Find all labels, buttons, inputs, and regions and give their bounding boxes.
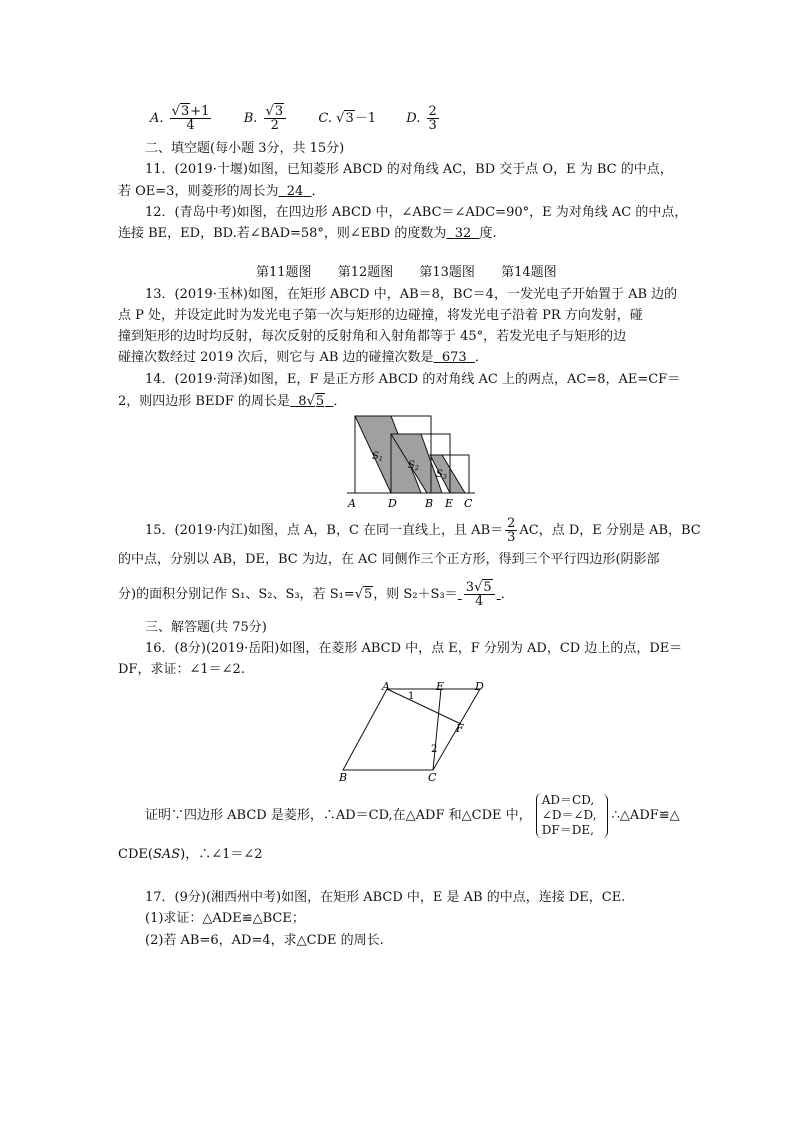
caption-fig13: 第13题图	[419, 265, 475, 280]
q13-line1: 13．(2019·玉林)如图，在矩形 ABCD 中，AB＝8，BC＝4，一发光电子开始置于 AB 边的	[145, 287, 678, 302]
fig16-label-b: B	[339, 771, 348, 782]
q15-answer: $\frac{3√5}{4}$	[458, 587, 501, 602]
q11-answer: 24	[286, 184, 304, 199]
fig15-label-e: E	[445, 497, 454, 510]
q16-line1: 16．(8分)(2019·岳阳)如图，在菱形 ABCD 中，点 E，F 分别为 AD，CD 边上的点，DE＝	[145, 641, 683, 656]
q15-line1: 15．(2019·内江)如图，点 A，B，C 在同一直线上，且 AB＝ $\frac{2}{3}$ AC，点 D，E 分别是 AB，BC	[145, 516, 701, 545]
segment-af	[387, 689, 461, 724]
figure-q15-squares	[345, 412, 485, 512]
proof16-line2: CDE(SAS)，∴∠1＝∠2	[118, 847, 263, 862]
figure-captions	[256, 264, 557, 282]
figure-q16-rhombus	[335, 682, 510, 782]
q14-line1: 14．(2019·菏泽)如图，E，F 是正方形 ABCD 的对角线 AC 上的两点，AC=8，AE=CF＝	[145, 372, 681, 387]
fig16-label-e: E	[436, 682, 445, 693]
option-c-value: √3－1	[336, 111, 377, 126]
fig16-label-f: F	[456, 722, 464, 735]
fig15-label-s2: S	[408, 460, 415, 471]
fig15-label-b: B	[425, 497, 434, 510]
q13-line2: 点 P 处，并设定此时为发光电子第一次与矩形的边碰撞，将发光电子沿着 PR 方向发射，碰	[118, 308, 643, 323]
fig16-angle-2: 2	[431, 744, 438, 755]
q14-line2: 2，则四边形 BEDF 的周长是 8√5 ．	[118, 394, 347, 409]
fig15-label-c: C	[464, 497, 473, 510]
fig16-label-a: A	[382, 682, 390, 693]
fig16-label-c: C	[428, 771, 437, 782]
q15-fraction: $\frac{2}{3}$	[507, 516, 516, 545]
q16-line2: DF，求证：∠1＝∠2.	[118, 662, 245, 677]
q12-line2: 连接 BE，ED，BD.若∠BAD=58°，则∠EBD 的度数为 32 度.	[118, 226, 497, 241]
q13-line3: 撞到矩形的边时均反射，每次反射的反射角和入射角都等于 45°，若发光电子与矩形的边	[118, 329, 627, 344]
section3-heading: 三、解答题(共 75分)	[145, 620, 267, 635]
fig16-angle-1: 1	[408, 691, 415, 702]
option-d-label: D.	[406, 111, 421, 126]
q11-line2: 若 OE=3，则菱形的周长为 24 ．	[118, 184, 325, 199]
fig15-label-s1: S	[372, 451, 379, 462]
fig15-label-a: A	[348, 497, 356, 510]
option-d-fraction: $\frac{2}{3}$	[428, 104, 437, 133]
q10-options	[150, 104, 441, 134]
proof16-brace: AD＝CD, ∠D＝∠D, DF＝DE,	[536, 793, 601, 838]
fig16-label-d: D	[475, 682, 484, 693]
q13-line4: 碰撞次数经过 2019 次后，则它与 AB 边的碰撞次数是 673 ．	[118, 350, 488, 365]
q15-line2: 的中点，分别以 AB，DE，BC 为边，在 AC 同侧作三个正方形，得到三个平行四边形(阴影部	[118, 552, 660, 567]
fig15-label-s3: S	[436, 469, 443, 480]
proof16-line1: 证明∵四边形 ABCD 是菱形，∴AD＝CD,在△ADF 和△CDE 中， AD＝CD, ∠D＝∠D, DF＝DE, ∴△ADF≌△	[145, 793, 680, 837]
caption-fig14: 第14题图	[501, 265, 557, 280]
q12-answer: 32	[454, 226, 472, 241]
q17-line3: (2)若 AB=6，AD=4，求△CDE 的周长.	[145, 933, 384, 948]
caption-fig11: 第11题图	[256, 265, 312, 280]
option-b-label: B.	[243, 111, 258, 126]
caption-fig12: 第12题图	[337, 265, 394, 280]
q15-line3: 分)的面积分别记作 S₁、S₂、S₃，若 S₁=√5，则 S₂＋S₃＝ $\frac{3√5}{4}$ ．	[118, 580, 514, 609]
fig15-label-s2-sub: 2	[415, 465, 419, 472]
fig15-label-d: D	[388, 497, 397, 510]
option-a-label: A.	[150, 111, 164, 126]
q14-answer: 8√5	[298, 394, 325, 409]
q11-line1: 11．(2019·十堰)如图，已知菱形 ABCD 的对角线 AC，BD 交于点 O，E 为 BC 的中点，	[145, 162, 673, 177]
q13-answer: 673	[441, 350, 467, 365]
option-c-label: C.	[318, 111, 333, 126]
option-a-fraction: $\frac{√3+1}{4}$	[171, 104, 210, 133]
section2-heading: 二、填空题(每小题 3分，共 15分)	[145, 141, 345, 156]
q17-line2: (1)求证：△ADE≌△BCE；	[145, 911, 305, 926]
q17-line1: 17．(9分)(湘西州中考)如图，在矩形 ABCD 中，E 是 AB 的中点，连接 DE，CE.	[145, 890, 626, 905]
fig15-label-s3-sub: 3	[443, 474, 447, 481]
fig15-label-s1-sub: 1	[379, 456, 383, 463]
q12-line1: 12．(青岛中考)如图，在四边形 ABCD 中，∠ABC＝∠ADC=90°，E 为对角线 AC 的中点，	[145, 205, 688, 220]
option-b-fraction: $\frac{√3}{2}$	[264, 105, 287, 132]
